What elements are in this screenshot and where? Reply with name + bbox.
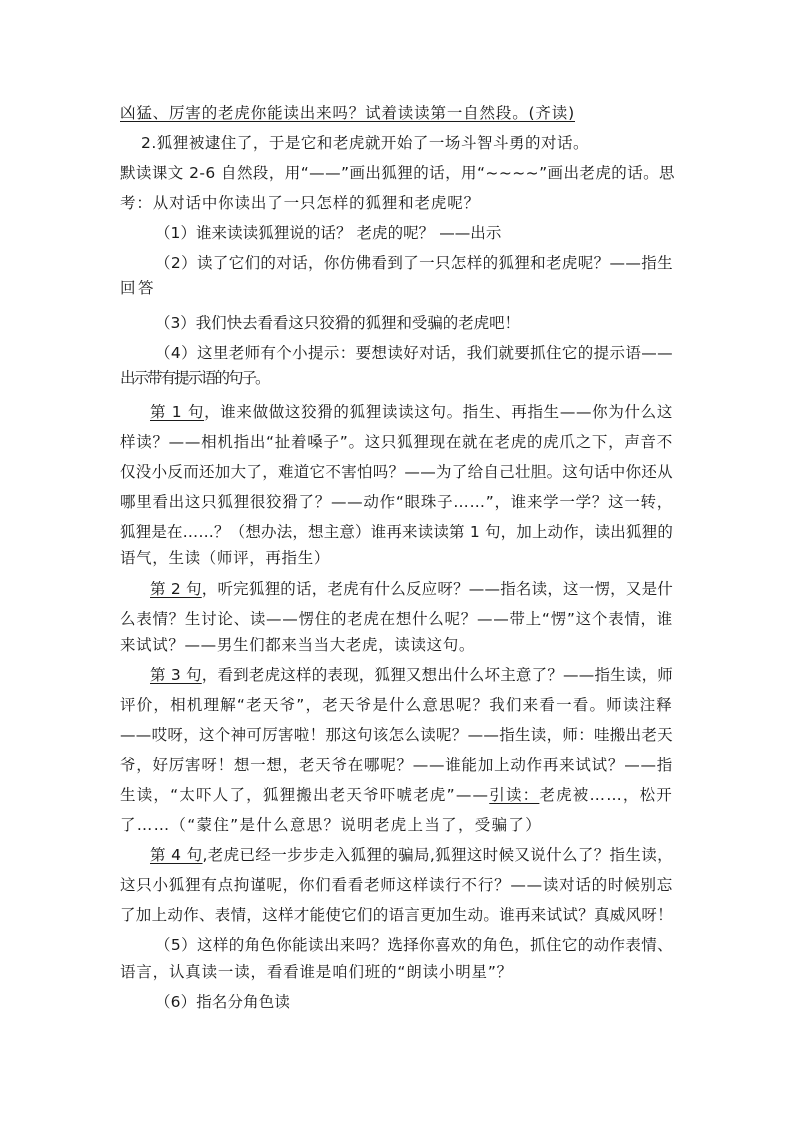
text-segment: 考：从对话中你读出了一只怎样的狐狸和老虎呢？: [120, 194, 480, 212]
text-segment: （5）这样的角色你能读出来吗？选择你喜欢的角色，抓住它的动作表情、: [155, 936, 673, 954]
text-segment: 哪里看出这只狐狸很狡猾了？——动作“眼珠子……”，谁来学一学？这一转，: [120, 493, 673, 511]
text-segment: （3）我们快去看看这只狡猾的狐狸和受骗的老虎吧！: [155, 314, 520, 332]
text-line: [120, 462, 673, 482]
text-segment: 生读，“太吓人了，狐狸搬出老天爷吓唬老虎”——: [120, 786, 490, 804]
text-segment: 来试试？——男生们都来当当大老虎，读读这句。: [120, 636, 475, 654]
text-segment: 爷，好厉害呀！想一想，老天爷在哪呢？——谁能加上动作再来试试？——指: [120, 756, 673, 774]
underlined-text: 第 2 句: [150, 580, 202, 598]
text-segment: 了……（“蒙住”是什么意思？说明老虎上当了，受骗了）: [120, 816, 542, 834]
text-line: [120, 103, 575, 123]
text-segment: （4）这里老师有个小提示：要想读好对话，我们就要抓住它的提示语——: [155, 344, 673, 362]
text-line: [120, 278, 156, 298]
text-segment: （1）谁来读读狐狸说的话？ 老虎的呢？ ——出示: [155, 224, 502, 242]
text-segment: ，谁来做做这狡猾的狐狸读读这句。指生、再指生——你为什么这: [204, 403, 674, 421]
text-line: [120, 492, 673, 512]
text-segment: 语言，认真读一读，看看谁是咱们班的“朗读小明星”？: [120, 963, 513, 981]
text-line: [155, 313, 520, 333]
text-line: [155, 992, 290, 1012]
text-segment: （6）指名分角色读: [155, 993, 290, 1011]
text-line: [120, 548, 330, 568]
text-segment: 2.狐狸被逮住了，于是它和老虎就开始了一场斗智斗勇的对话。: [141, 134, 589, 152]
text-segment: ，听完狐狸的话，老虎有什么反应呀？——指名读，这一愣，又是什: [201, 580, 673, 598]
text-line: [120, 875, 673, 895]
text-line: [120, 522, 673, 542]
text-segment: 回答: [120, 279, 156, 297]
text-line: [120, 635, 475, 655]
text-line: [120, 368, 269, 388]
text-segment: 评价，相机理解“老天爷”，老天爷是什么意思呢？我们来看一看。师读注释: [120, 696, 673, 714]
text-line: [155, 343, 673, 363]
text-line: [120, 755, 673, 775]
text-line: [120, 815, 542, 835]
text-line: [120, 432, 673, 452]
text-line: [150, 665, 673, 685]
text-line: [141, 133, 589, 153]
text-line: [120, 193, 480, 213]
text-line: [150, 402, 673, 422]
underlined-text: 引读：: [489, 786, 540, 804]
text-segment: 老虎被……，松开: [539, 786, 674, 804]
text-line: [120, 163, 675, 183]
underlined-text: 凶猛、厉害的老虎你能读出来吗？试着读读第一自然段。(齐读): [120, 104, 575, 122]
text-segment: ——哎呀，这个神可厉害啦！那这句该怎么读呢？——指生读，师：哇搬出老天: [120, 726, 673, 744]
text-line: [120, 695, 673, 715]
text-line: [150, 845, 673, 865]
text-segment: 狐狸是在……？（想办法，想主意）谁再来读读第 1 句，加上动作，读出狐狸的: [120, 523, 673, 541]
text-segment: （2）读了它们的对话，你仿佛看到了一只怎样的狐狸和老虎呢？——指生: [155, 254, 673, 272]
text-segment: ,老虎已经一步步走入狐狸的骗局,狐狸这时候又说什么了？指生读，: [202, 846, 673, 864]
text-line: [120, 962, 513, 982]
text-line: [120, 785, 673, 805]
underlined-text: 第 4 句: [150, 846, 203, 864]
text-segment: ，看到老虎这样的表现，狐狸又想出什么坏主意了？——指生读，师: [201, 666, 673, 684]
text-segment: 语气，生读（师评，再指生）: [120, 549, 330, 567]
underlined-text: 第 3 句: [150, 666, 202, 684]
underlined-text: 第 1 句: [150, 403, 205, 421]
text-segment: 样读？——相机指出“扯着嗓子”。这只狐狸现在就在老虎的虎爪之下，声音不: [120, 433, 673, 451]
text-line: [120, 905, 673, 925]
text-line: [155, 223, 501, 243]
text-segment: 么表情？生讨论、读——愣住的老虎在想什么呢？——带上“愣”这个表情，谁: [120, 610, 673, 628]
text-line: [120, 609, 673, 629]
text-line: [155, 935, 673, 955]
text-line: [120, 725, 673, 745]
text-segment: 仅没小反而还加大了，难道它不害怕吗？——为了给自己壮胆。这句话中你还从: [120, 463, 673, 481]
text-segment: 出示带有提示语的句子。: [120, 369, 269, 387]
text-line: [155, 253, 673, 273]
text-segment: 默读课文 2-6 自然段，用“——”画出狐狸的话，用“~~~~”画出老虎的话。思: [120, 164, 675, 182]
text-segment: 这只小狐狸有点拘谨呢，你们看看老师这样读行不行？——读对话的时候别忘: [120, 876, 673, 894]
text-segment: 了加上动作、表情，这样才能使它们的语言更加生动。谁再来试试？真威风呀！: [120, 906, 673, 924]
text-line: [150, 579, 673, 599]
